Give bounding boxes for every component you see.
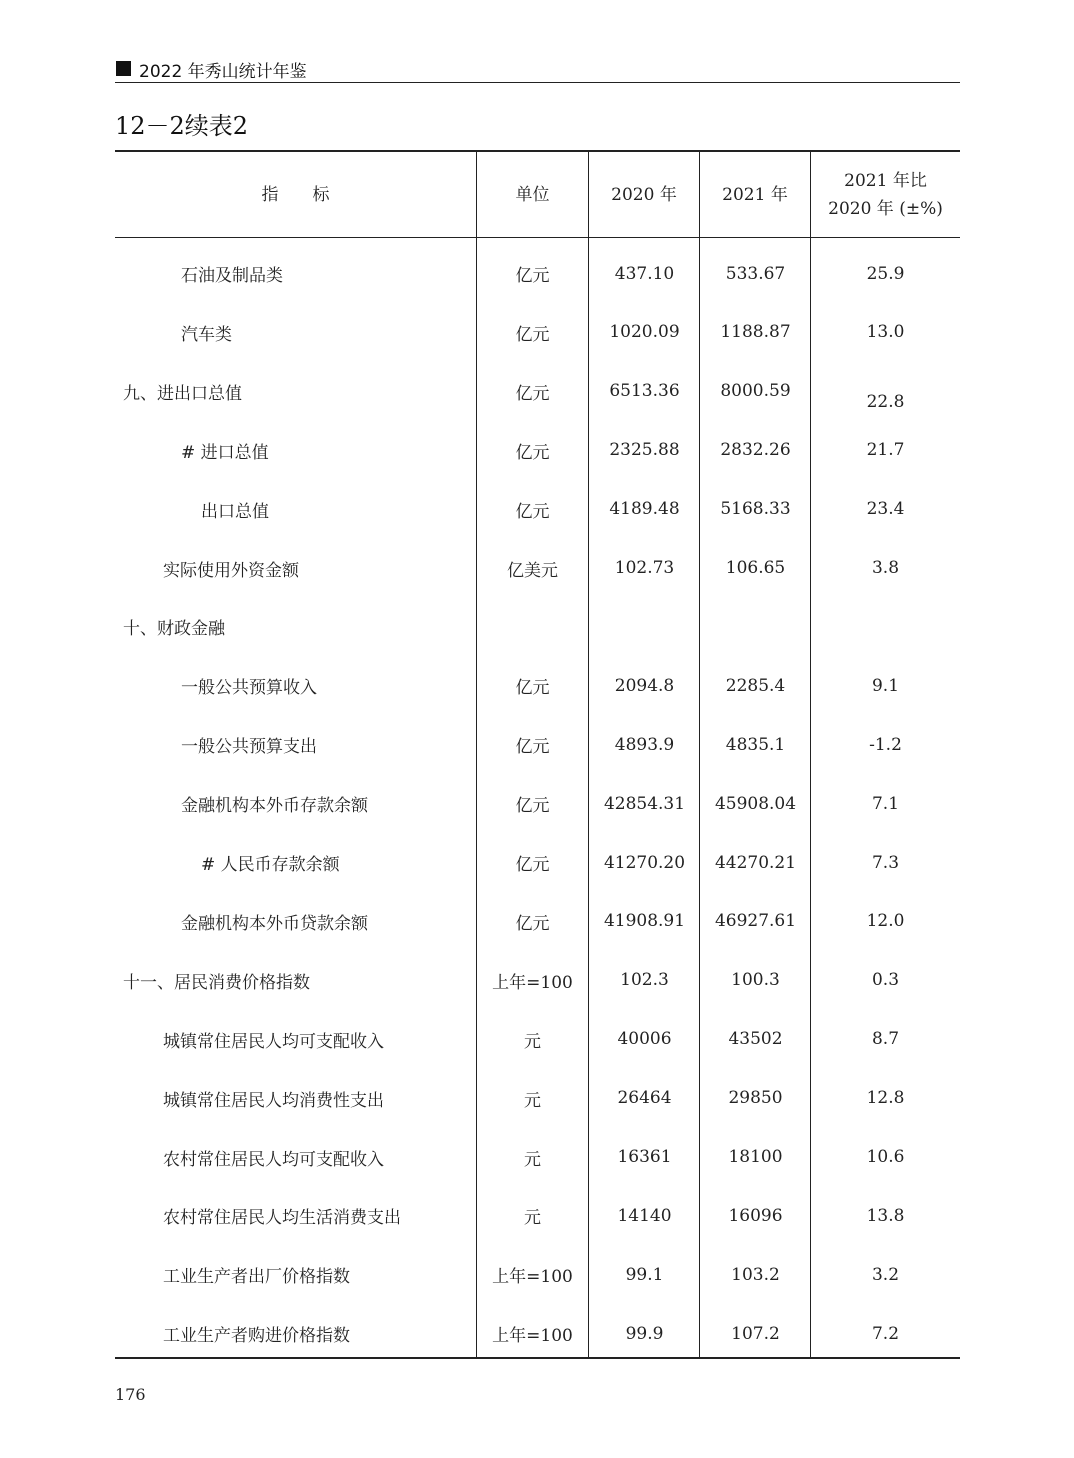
table-row bbox=[115, 1010, 960, 1069]
row-value-2021: 45908.04 bbox=[714, 793, 797, 814]
row-value-2021: 2832.26 bbox=[720, 440, 791, 461]
row-unit: 上年=100 bbox=[492, 1326, 573, 1347]
row-indicator: 实际使用外资金额 bbox=[163, 560, 299, 581]
row-change-pct: -1.2 bbox=[869, 734, 902, 755]
row-value-2020: 41908.91 bbox=[603, 911, 686, 932]
row-change-pct: 7.2 bbox=[871, 1323, 900, 1344]
row-value-2020: 99.9 bbox=[625, 1323, 664, 1344]
table-header-rule bbox=[115, 237, 960, 238]
row-indicator: 工业生产者购进价格指数 bbox=[163, 1326, 350, 1347]
row-unit bbox=[477, 597, 588, 656]
row-value-2021 bbox=[700, 597, 811, 656]
row-change-pct: 7.3 bbox=[871, 852, 900, 873]
table-row bbox=[115, 833, 960, 892]
table-row bbox=[115, 892, 960, 951]
row-unit: 亿元 bbox=[515, 855, 550, 875]
row-indicator: 工业生产者出厂价格指数 bbox=[163, 1267, 350, 1288]
row-value-2021: 18100 bbox=[728, 1147, 783, 1167]
row-unit: 上年=100 bbox=[492, 1267, 573, 1288]
row-change-pct: 7.1 bbox=[871, 793, 900, 814]
row-value-2020: 102.73 bbox=[614, 558, 675, 578]
row-indicator: 农村常住居民人均可支配收入 bbox=[163, 1149, 384, 1170]
row-indicator: 十、财政金融 bbox=[123, 619, 225, 640]
header-change: 2021 年比 2020 年 (±%) bbox=[828, 170, 943, 219]
header-unit: 单位 bbox=[515, 184, 550, 205]
row-unit: 亿元 bbox=[515, 796, 550, 817]
row-value-2021: 16096 bbox=[728, 1205, 783, 1226]
row-unit: 亿元 bbox=[515, 678, 550, 699]
row-change-pct: 21.7 bbox=[866, 440, 905, 461]
row-indicator: 汽车类 bbox=[181, 324, 232, 345]
row-value-2020 bbox=[589, 597, 700, 656]
row-value-2020: 99.1 bbox=[625, 1264, 664, 1285]
table-row bbox=[115, 362, 960, 421]
row-indicator: 石油及制品类 bbox=[181, 266, 283, 286]
row-change-pct: 9.1 bbox=[871, 675, 900, 696]
table-row bbox=[115, 244, 960, 303]
row-unit: 元 bbox=[524, 1031, 541, 1052]
row-value-2020: 40006 bbox=[617, 1029, 672, 1050]
table-row bbox=[115, 1186, 960, 1245]
row-change-pct: 23.4 bbox=[866, 499, 905, 520]
running-header bbox=[115, 56, 960, 83]
row-value-2020: 437.10 bbox=[614, 263, 675, 284]
row-value-2021: 100.3 bbox=[731, 970, 780, 991]
row-unit: 亿元 bbox=[515, 383, 550, 404]
header-2020: 2020 年 bbox=[611, 184, 677, 205]
row-change-pct: 25.9 bbox=[866, 263, 905, 284]
row-value-2021: 1188.87 bbox=[720, 322, 791, 343]
row-unit: 元 bbox=[524, 1208, 541, 1229]
row-indicator: # 人民币存款余额 bbox=[201, 855, 340, 875]
table-row bbox=[115, 951, 960, 1010]
row-indicator: 农村常住居民人均生活消费支出 bbox=[163, 1208, 401, 1229]
row-indicator: 十一、居民消费价格指数 bbox=[123, 972, 310, 993]
row-unit: 亿元 bbox=[515, 501, 550, 522]
row-value-2020: 102.3 bbox=[620, 970, 669, 991]
row-value-2020: 14140 bbox=[617, 1205, 672, 1226]
row-value-2021: 5168.33 bbox=[720, 499, 791, 520]
row-change-pct bbox=[811, 597, 960, 656]
table-row bbox=[115, 1069, 960, 1128]
row-value-2020: 16361 bbox=[617, 1147, 672, 1167]
row-change-pct: 22.8 bbox=[866, 392, 905, 413]
row-value-2020: 1020.09 bbox=[609, 322, 680, 343]
row-indicator: 金融机构本外币存款余额 bbox=[181, 796, 368, 817]
header-2021: 2021 年 bbox=[722, 184, 788, 205]
row-value-2020: 2325.88 bbox=[609, 440, 680, 461]
row-value-2020: 4189.48 bbox=[609, 499, 680, 520]
row-value-2021: 107.2 bbox=[731, 1323, 780, 1344]
table-row bbox=[115, 1128, 960, 1187]
table-row bbox=[115, 1304, 960, 1363]
row-indicator: 出口总值 bbox=[201, 501, 269, 522]
row-value-2020: 6513.36 bbox=[609, 381, 680, 402]
row-unit: 亿元 bbox=[515, 324, 550, 345]
row-change-pct: 12.8 bbox=[866, 1088, 905, 1109]
page-number: 176 bbox=[115, 1385, 146, 1404]
header-indicator: 指 标 bbox=[261, 184, 330, 205]
row-value-2021: 46927.61 bbox=[714, 911, 797, 932]
row-change-pct: 13.8 bbox=[866, 1205, 905, 1226]
row-indicator: 一般公共预算支出 bbox=[181, 737, 317, 758]
running-title: 2022 年秀山统计年鉴 bbox=[139, 62, 307, 82]
row-value-2021: 44270.21 bbox=[714, 852, 797, 873]
row-value-2020: 41270.20 bbox=[603, 852, 686, 873]
row-change-pct: 8.7 bbox=[871, 1029, 900, 1050]
row-unit: 亿元 bbox=[515, 737, 550, 758]
row-value-2020: 4893.9 bbox=[614, 734, 675, 755]
table-row bbox=[115, 656, 960, 715]
row-unit: 亿元 bbox=[515, 442, 550, 463]
row-value-2021: 106.65 bbox=[725, 558, 786, 578]
row-change-pct: 3.2 bbox=[871, 1264, 900, 1285]
row-value-2021: 2285.4 bbox=[725, 675, 786, 696]
row-value-2021: 8000.59 bbox=[720, 381, 791, 402]
table-row bbox=[115, 539, 960, 598]
row-value-2021: 29850 bbox=[728, 1088, 783, 1109]
row-indicator: 一般公共预算收入 bbox=[181, 678, 317, 699]
row-indicator: 城镇常住居民人均消费性支出 bbox=[163, 1090, 384, 1111]
table-row bbox=[115, 480, 960, 539]
row-indicator: 九、进出口总值 bbox=[123, 383, 242, 404]
table-row bbox=[115, 1245, 960, 1304]
row-value-2020: 26464 bbox=[617, 1088, 672, 1109]
header-square-mark bbox=[116, 61, 131, 76]
row-unit: 亿元 bbox=[515, 266, 550, 286]
row-unit: 元 bbox=[524, 1090, 541, 1111]
row-indicator: 城镇常住居民人均可支配收入 bbox=[163, 1031, 384, 1052]
row-value-2021: 43502 bbox=[728, 1029, 783, 1050]
row-value-2020: 2094.8 bbox=[614, 675, 675, 696]
row-unit: 元 bbox=[524, 1149, 541, 1170]
row-change-pct: 10.6 bbox=[866, 1147, 905, 1167]
row-unit: 亿元 bbox=[515, 913, 550, 934]
row-unit: 上年=100 bbox=[492, 972, 573, 993]
table-row bbox=[115, 774, 960, 833]
row-indicator: # 进口总值 bbox=[181, 442, 269, 463]
table-title: 12－2续表2 bbox=[115, 112, 249, 140]
table-row bbox=[115, 715, 960, 774]
table-row bbox=[115, 303, 960, 362]
table-row bbox=[115, 421, 960, 480]
row-value-2021: 4835.1 bbox=[725, 734, 786, 755]
table-row bbox=[115, 597, 960, 656]
row-value-2021: 533.67 bbox=[725, 263, 786, 284]
row-value-2021: 103.2 bbox=[731, 1264, 780, 1285]
row-value-2020: 42854.31 bbox=[603, 793, 686, 814]
row-indicator: 金融机构本外币贷款余额 bbox=[181, 913, 368, 934]
row-unit: 亿美元 bbox=[507, 560, 558, 581]
row-change-pct: 3.8 bbox=[871, 558, 900, 578]
row-change-pct: 13.0 bbox=[866, 322, 905, 343]
row-change-pct: 12.0 bbox=[866, 911, 905, 932]
row-change-pct: 0.3 bbox=[871, 970, 900, 991]
